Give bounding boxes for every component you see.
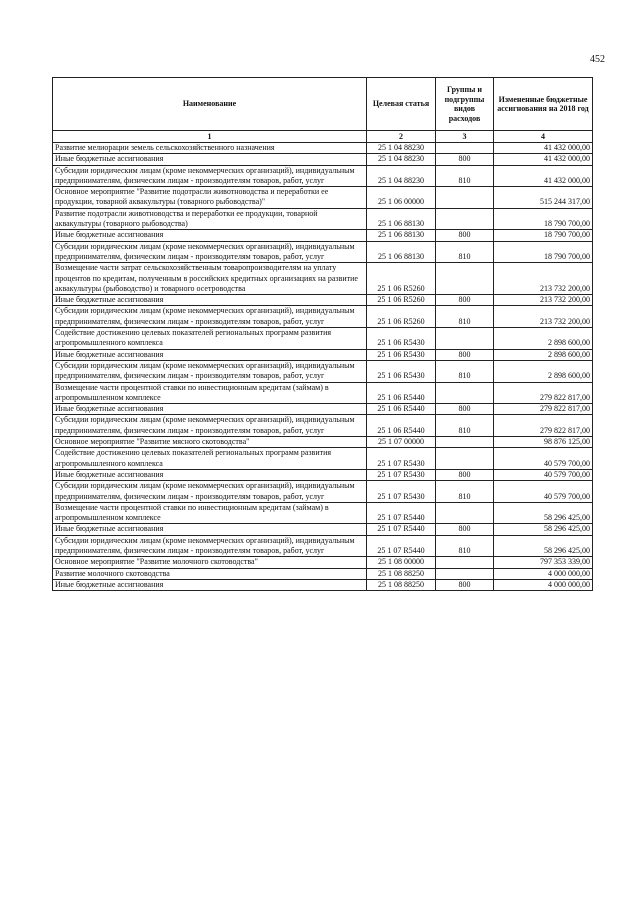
row-name-cell: Основное мероприятие "Развитие молочного скотоводства"	[53, 557, 367, 568]
row-target-code-cell: 25 1 04 88230	[367, 143, 436, 154]
row-name-cell: Иные бюджетные ассигнования	[53, 154, 367, 165]
column-number: 2	[367, 131, 436, 143]
row-group-cell: 800	[436, 579, 494, 590]
table-row	[53, 154, 593, 165]
row-name-cell: Субсидии юридическим лицам (кроме некоммерческих организаций), индивидуальным предпринимателям, физическим лицам - производителям товаров, работ, услуг	[53, 360, 367, 382]
row-group-cell: 810	[436, 360, 494, 382]
row-group-cell: 800	[436, 524, 494, 535]
row-target-code-cell: 25 1 07 00000	[367, 437, 436, 448]
row-group-cell: 800	[436, 404, 494, 415]
table-row	[53, 481, 593, 503]
row-group-cell: 800	[436, 154, 494, 165]
row-group-cell	[436, 502, 494, 524]
header-group: Группы и подгруппы видов расходов	[436, 78, 494, 131]
row-amount-cell: 58 296 425,00	[494, 535, 593, 557]
table-row	[53, 263, 593, 295]
row-name-cell: Основное мероприятие "Развитие мясного скотоводства"	[53, 437, 367, 448]
row-amount-cell: 279 822 817,00	[494, 404, 593, 415]
row-amount-cell: 2 898 600,00	[494, 328, 593, 350]
row-amount-cell: 58 296 425,00	[494, 502, 593, 524]
row-target-code-cell: 25 1 07 R5440	[367, 502, 436, 524]
row-group-cell	[436, 437, 494, 448]
row-group-cell	[436, 263, 494, 295]
row-target-code-cell: 25 1 06 R5430	[367, 349, 436, 360]
row-target-code-cell: 25 1 06 88130	[367, 241, 436, 263]
row-name-cell: Субсидии юридическим лицам (кроме некоммерческих организаций), индивидуальным предпринимателям, физическим лицам - производителям товаров, работ, услуг	[53, 535, 367, 557]
row-group-cell: 810	[436, 535, 494, 557]
row-target-code-cell: 25 1 06 R5430	[367, 360, 436, 382]
row-amount-cell: 18 790 700,00	[494, 230, 593, 241]
table-row	[53, 469, 593, 480]
row-amount-cell: 2 898 600,00	[494, 349, 593, 360]
table-row	[53, 349, 593, 360]
row-target-code-cell: 25 1 07 R5430	[367, 448, 436, 470]
row-name-cell: Иные бюджетные ассигнования	[53, 579, 367, 590]
row-name-cell: Основное мероприятие "Развитие подотрасли животноводства и переработки ее продукции, товарной аквакультуры (товарного рыбоводства)"	[53, 187, 367, 209]
table-row	[53, 579, 593, 590]
table-row	[53, 437, 593, 448]
table-row	[53, 415, 593, 437]
table-row	[53, 535, 593, 557]
row-group-cell: 810	[436, 481, 494, 503]
row-target-code-cell: 25 1 07 R5430	[367, 481, 436, 503]
table-row	[53, 568, 593, 579]
row-target-code-cell: 25 1 07 R5440	[367, 535, 436, 557]
row-amount-cell: 4 000 000,00	[494, 568, 593, 579]
budget-table	[52, 77, 593, 591]
row-amount-cell: 18 790 700,00	[494, 208, 593, 230]
row-amount-cell: 41 432 000,00	[494, 165, 593, 187]
row-group-cell: 800	[436, 349, 494, 360]
table-row	[53, 241, 593, 263]
table-row	[53, 557, 593, 568]
row-amount-cell: 41 432 000,00	[494, 154, 593, 165]
row-group-cell: 810	[436, 306, 494, 328]
row-amount-cell: 2 898 600,00	[494, 360, 593, 382]
row-name-cell: Содействие достижению целевых показателей региональных программ развития агропромышленного комплекса	[53, 328, 367, 350]
row-group-cell: 800	[436, 230, 494, 241]
row-amount-cell: 40 579 700,00	[494, 469, 593, 480]
row-target-code-cell: 25 1 06 R5440	[367, 415, 436, 437]
row-group-cell	[436, 448, 494, 470]
row-target-code-cell: 25 1 07 R5430	[367, 469, 436, 480]
row-group-cell: 810	[436, 241, 494, 263]
row-name-cell: Субсидии юридическим лицам (кроме некоммерческих организаций), индивидуальным предпринимателям, физическим лицам - производителям товаров, работ, услуг	[53, 241, 367, 263]
header-row	[53, 78, 593, 131]
row-amount-cell: 40 579 700,00	[494, 481, 593, 503]
row-name-cell: Иные бюджетные ассигнования	[53, 295, 367, 306]
row-target-code-cell: 25 1 07 R5440	[367, 524, 436, 535]
row-group-cell: 800	[436, 469, 494, 480]
row-amount-cell: 213 732 200,00	[494, 263, 593, 295]
row-amount-cell: 213 732 200,00	[494, 306, 593, 328]
row-group-cell	[436, 382, 494, 404]
row-group-cell	[436, 568, 494, 579]
row-target-code-cell: 25 1 06 R5430	[367, 328, 436, 350]
row-name-cell: Иные бюджетные ассигнования	[53, 524, 367, 535]
column-number: 4	[494, 131, 593, 143]
row-name-cell: Развитие подотрасли животноводства и переработки ее продукции, товарной аквакультуры (товарного рыбоводства)	[53, 208, 367, 230]
row-name-cell: Развитие молочного скотоводства	[53, 568, 367, 579]
header-amount: Измененные бюджетные ассигнования на 2018 год	[494, 78, 593, 131]
row-amount-cell: 58 296 425,00	[494, 524, 593, 535]
row-group-cell	[436, 187, 494, 209]
row-name-cell: Субсидии юридическим лицам (кроме некоммерческих организаций), индивидуальным предпринимателям, физическим лицам - производителям товаров, работ, услуг	[53, 415, 367, 437]
table-row	[53, 448, 593, 470]
table-row	[53, 382, 593, 404]
row-target-code-cell: 25 1 04 88230	[367, 165, 436, 187]
row-name-cell: Субсидии юридическим лицам (кроме некоммерческих организаций), индивидуальным предпринимателям, физическим лицам - производителям товаров, работ, услуг	[53, 481, 367, 503]
row-name-cell: Иные бюджетные ассигнования	[53, 349, 367, 360]
row-amount-cell: 797 353 339,00	[494, 557, 593, 568]
row-name-cell: Субсидии юридическим лицам (кроме некоммерческих организаций), индивидуальным предпринимателям, физическим лицам - производителям товаров, работ, услуг	[53, 165, 367, 187]
row-target-code-cell: 25 1 06 R5260	[367, 306, 436, 328]
row-name-cell: Иные бюджетные ассигнования	[53, 230, 367, 241]
table-row	[53, 143, 593, 154]
column-number: 1	[53, 131, 367, 143]
header-name: Наименование	[53, 78, 367, 131]
row-name-cell: Возмещение части процентной ставки по инвестиционным кредитам (займам) в агропромышленном комплексе	[53, 382, 367, 404]
row-amount-cell: 4 000 000,00	[494, 579, 593, 590]
row-group-cell: 800	[436, 295, 494, 306]
row-group-cell: 810	[436, 415, 494, 437]
table-row	[53, 208, 593, 230]
row-amount-cell: 213 732 200,00	[494, 295, 593, 306]
page-number: 452	[590, 54, 605, 65]
table-row	[53, 328, 593, 350]
row-group-cell	[436, 208, 494, 230]
row-name-cell: Иные бюджетные ассигнования	[53, 469, 367, 480]
table-row	[53, 404, 593, 415]
row-target-code-cell: 25 1 08 88250	[367, 568, 436, 579]
table-row	[53, 230, 593, 241]
row-target-code-cell: 25 1 06 88130	[367, 230, 436, 241]
row-amount-cell: 279 822 817,00	[494, 382, 593, 404]
row-target-code-cell: 25 1 06 88130	[367, 208, 436, 230]
row-target-code-cell: 25 1 06 R5440	[367, 404, 436, 415]
table-row	[53, 295, 593, 306]
row-amount-cell: 515 244 317,00	[494, 187, 593, 209]
row-name-cell: Иные бюджетные ассигнования	[53, 404, 367, 415]
row-group-cell	[436, 557, 494, 568]
table-row	[53, 165, 593, 187]
table-row	[53, 524, 593, 535]
row-group-cell: 810	[436, 165, 494, 187]
row-target-code-cell: 25 1 06 R5260	[367, 295, 436, 306]
row-target-code-cell: 25 1 06 00000	[367, 187, 436, 209]
table-row	[53, 502, 593, 524]
row-name-cell: Возмещение части затрат сельскохозяйственным товаропроизводителям на уплату процентов по кредитам, полученным в российских кредитных организациях на развитие аквакультуры (рыбоводство) и товарного осетроводства	[53, 263, 367, 295]
row-amount-cell: 41 432 000,00	[494, 143, 593, 154]
row-name-cell: Субсидии юридическим лицам (кроме некоммерческих организаций), индивидуальным предпринимателям, физическим лицам - производителям товаров, работ, услуг	[53, 306, 367, 328]
header-target: Целевая статья	[367, 78, 436, 131]
table-row	[53, 187, 593, 209]
row-amount-cell: 18 790 700,00	[494, 241, 593, 263]
row-amount-cell: 279 822 817,00	[494, 415, 593, 437]
row-name-cell: Возмещение части процентной ставки по инвестиционным кредитам (займам) в агропромышленном комплексе	[53, 502, 367, 524]
column-number-row	[53, 131, 593, 143]
row-target-code-cell: 25 1 04 88230	[367, 154, 436, 165]
row-name-cell: Развитие мелиорации земель сельскохозяйственного назначения	[53, 143, 367, 154]
table-row	[53, 306, 593, 328]
row-name-cell: Содействие достижению целевых показателей региональных программ развития агропромышленного комплекса	[53, 448, 367, 470]
column-number: 3	[436, 131, 494, 143]
row-target-code-cell: 25 1 08 88250	[367, 579, 436, 590]
row-target-code-cell: 25 1 06 R5260	[367, 263, 436, 295]
row-target-code-cell: 25 1 08 00000	[367, 557, 436, 568]
row-group-cell	[436, 143, 494, 154]
row-amount-cell: 40 579 700,00	[494, 448, 593, 470]
row-group-cell	[436, 328, 494, 350]
row-target-code-cell: 25 1 06 R5440	[367, 382, 436, 404]
row-amount-cell: 98 876 125,00	[494, 437, 593, 448]
table-row	[53, 360, 593, 382]
